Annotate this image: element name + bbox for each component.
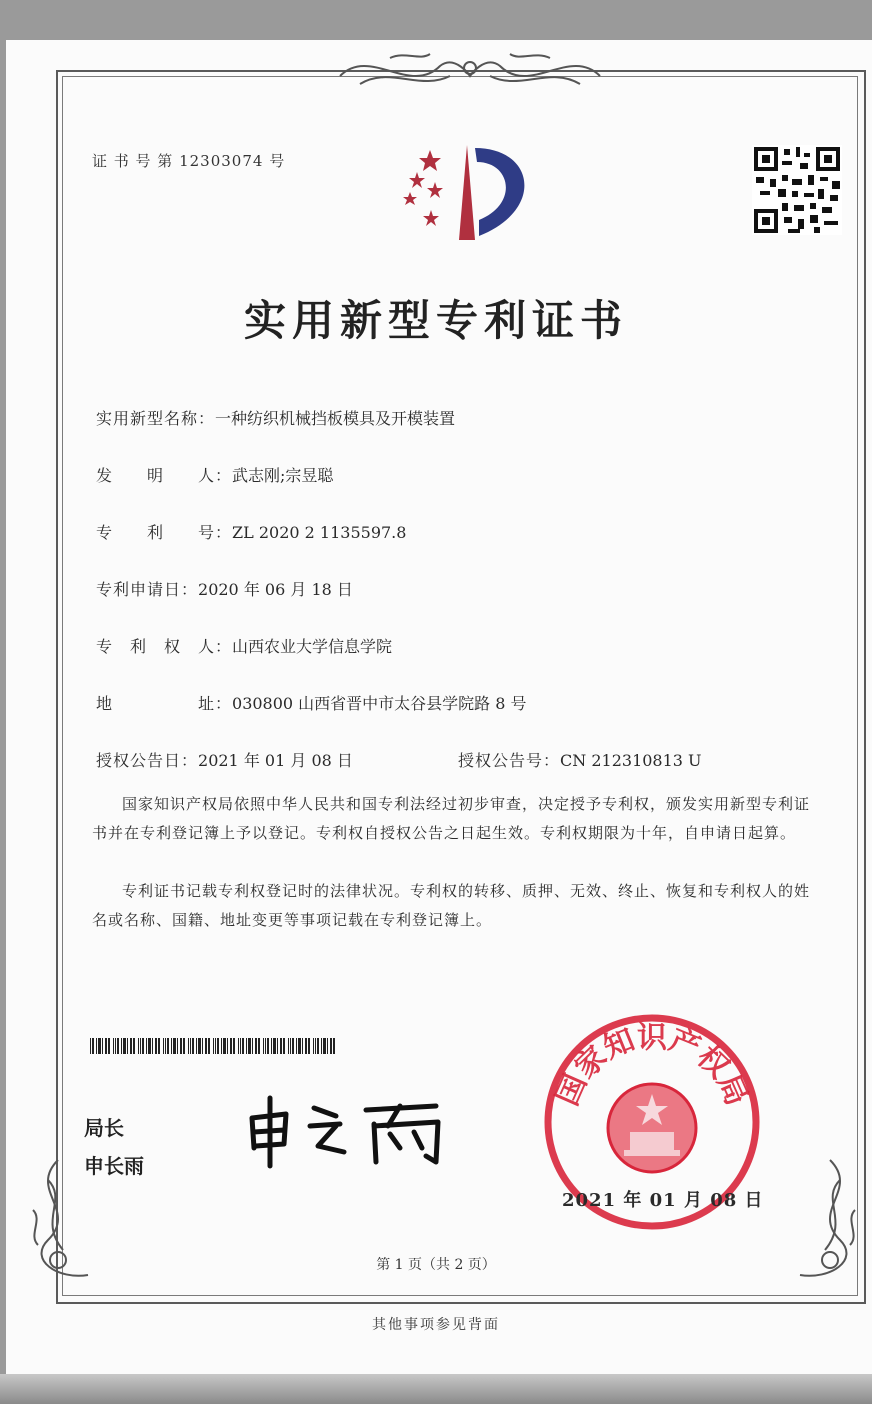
barcode-bar — [140, 1038, 141, 1054]
barcode-bar — [173, 1038, 176, 1054]
barcode-bar — [315, 1038, 316, 1054]
barcode-bar — [255, 1038, 257, 1054]
barcode-bar — [317, 1038, 319, 1054]
page-indicator: 第 1 页（共 2 页） — [376, 1257, 496, 1273]
barcode-bar — [321, 1038, 322, 1054]
top-ornament — [330, 46, 610, 96]
field-patentee — [96, 634, 392, 657]
barcode-bar — [163, 1038, 164, 1054]
barcode-bar — [123, 1038, 126, 1054]
cnipa-logo — [395, 140, 545, 250]
barcode-bar — [248, 1038, 251, 1054]
barcode-bar — [213, 1038, 214, 1054]
barcode-bar — [202, 1038, 203, 1054]
director-title: 局长 — [84, 1116, 124, 1140]
field-application-date — [96, 577, 353, 600]
barcode-bar — [102, 1038, 103, 1054]
barcode-bar — [205, 1038, 207, 1054]
barcode — [90, 1038, 336, 1054]
barcode-bar — [290, 1038, 291, 1054]
barcode-bar — [308, 1038, 310, 1054]
barcode-bar — [327, 1038, 328, 1054]
barcode-bar — [177, 1038, 178, 1054]
barcode-bar — [280, 1038, 282, 1054]
barcode-bar — [223, 1038, 226, 1054]
barcode-bar — [283, 1038, 285, 1054]
barcode-bar — [92, 1038, 94, 1054]
footer-note: 其他事项参见背面 — [372, 1317, 500, 1333]
field-patent-number — [96, 520, 406, 543]
barcode-bar — [330, 1038, 332, 1054]
barcode-bar — [155, 1038, 157, 1054]
field-value: 一种纺织机械挡板模具及开模装置 — [215, 409, 456, 428]
barcode-bar — [158, 1038, 160, 1054]
barcode-bar — [121, 1038, 122, 1054]
field-inventor — [96, 463, 333, 486]
barcode-bar — [333, 1038, 335, 1054]
barcode-bar — [190, 1038, 191, 1054]
legal-notice: 专利证书记载专利权登记时的法律状况。专利权的转移、质押、无效、终止、恢复和专利权人的姓名或名称、国籍、地址变更等事项记载在专利登记簿上。 — [92, 882, 811, 929]
barcode-bar — [230, 1038, 232, 1054]
qr-code — [752, 145, 842, 235]
field-name — [96, 406, 455, 429]
field-label: 实用新型名称： — [96, 409, 216, 428]
grant-statement: 国家知识产权局依照中华人民共和国专利法经过初步审查，决定授予专利权，颁发实用新型专利证书并在专利登记簿上予以登记。专利权自授权公告之日起生效。专利权期限为十年，自申请日起算。 — [92, 795, 811, 842]
barcode-bar — [171, 1038, 172, 1054]
barcode-bar — [138, 1038, 139, 1054]
barcode-bar — [113, 1038, 114, 1054]
barcode-bar — [267, 1038, 269, 1054]
field-label: 地 址： — [96, 694, 233, 713]
barcode-bar — [240, 1038, 241, 1054]
field-value: 2020 年 06 月 18 日 — [198, 580, 353, 599]
barcode-bar — [305, 1038, 307, 1054]
director-signature — [240, 1090, 460, 1170]
barcode-bar — [192, 1038, 194, 1054]
barcode-bar — [90, 1038, 91, 1054]
barcode-bar — [142, 1038, 144, 1054]
barcode-bar — [227, 1038, 228, 1054]
field-label: 授权公告日： — [96, 751, 199, 770]
director-name: 申长雨 — [84, 1154, 144, 1178]
barcode-bar — [252, 1038, 253, 1054]
barcode-bar — [198, 1038, 201, 1054]
field-value: 山西农业大学信息学院 — [232, 637, 393, 656]
barcode-bar — [105, 1038, 107, 1054]
barcode-bar — [183, 1038, 185, 1054]
barcode-bar — [180, 1038, 182, 1054]
barcode-bar — [313, 1038, 314, 1054]
barcode-bar — [263, 1038, 264, 1054]
barcode-bar — [188, 1038, 189, 1054]
barcode-bar — [167, 1038, 169, 1054]
field-value: 2021 年 01 月 08 日 — [198, 751, 353, 770]
barcode-bar — [271, 1038, 272, 1054]
barcode-bar — [296, 1038, 297, 1054]
barcode-bar — [233, 1038, 235, 1054]
barcode-bar — [196, 1038, 197, 1054]
barcode-bar — [246, 1038, 247, 1054]
seal-date: 2021 年 01 月 08 日 — [562, 1190, 764, 1211]
barcode-bar — [148, 1038, 151, 1054]
field-label: 发 明 人： — [96, 466, 233, 485]
barcode-bar — [133, 1038, 135, 1054]
barcode-bar — [258, 1038, 260, 1054]
seal-text: 国家知识产权局 — [549, 1020, 755, 1111]
barcode-bar — [221, 1038, 222, 1054]
field-grant-date — [96, 748, 353, 771]
barcode-bar — [127, 1038, 128, 1054]
barcode-bar — [117, 1038, 119, 1054]
barcode-bar — [115, 1038, 116, 1054]
field-value: CN 212310813 U — [560, 751, 702, 770]
field-value: 030800 山西省晋中市太谷县学院路 8 号 — [232, 694, 527, 713]
barcode-bar — [288, 1038, 289, 1054]
certificate-number: 证 书 号 第 12303074 号 — [92, 152, 286, 170]
barcode-bar — [215, 1038, 216, 1054]
field-label: 授权公告号： — [458, 751, 561, 770]
field-label: 专 利 权 人： — [96, 637, 233, 656]
barcode-bar — [323, 1038, 326, 1054]
barcode-bar — [238, 1038, 239, 1054]
barcode-bar — [265, 1038, 266, 1054]
barcode-bar — [165, 1038, 166, 1054]
table-edge — [0, 1374, 872, 1404]
field-address — [96, 691, 527, 714]
certificate-title: 实用新型专利证书 — [243, 296, 628, 345]
barcode-bar — [242, 1038, 244, 1054]
barcode-bar — [108, 1038, 110, 1054]
barcode-bar — [208, 1038, 210, 1054]
barcode-bar — [146, 1038, 147, 1054]
barcode-bar — [130, 1038, 132, 1054]
barcode-bar — [152, 1038, 153, 1054]
barcode-bar — [302, 1038, 303, 1054]
field-grant-number — [458, 748, 702, 771]
field-label: 专利申请日： — [96, 580, 199, 599]
barcode-bar — [98, 1038, 101, 1054]
field-value: 武志刚;宗昱聪 — [232, 466, 334, 485]
field-value: ZL 2020 2 1135597.8 — [232, 523, 407, 542]
barcode-bar — [96, 1038, 97, 1054]
barcode-bar — [217, 1038, 219, 1054]
barcode-bar — [298, 1038, 301, 1054]
field-label: 专 利 号： — [96, 523, 233, 542]
barcode-bar — [273, 1038, 276, 1054]
barcode-bar — [292, 1038, 294, 1054]
barcode-bar — [277, 1038, 278, 1054]
